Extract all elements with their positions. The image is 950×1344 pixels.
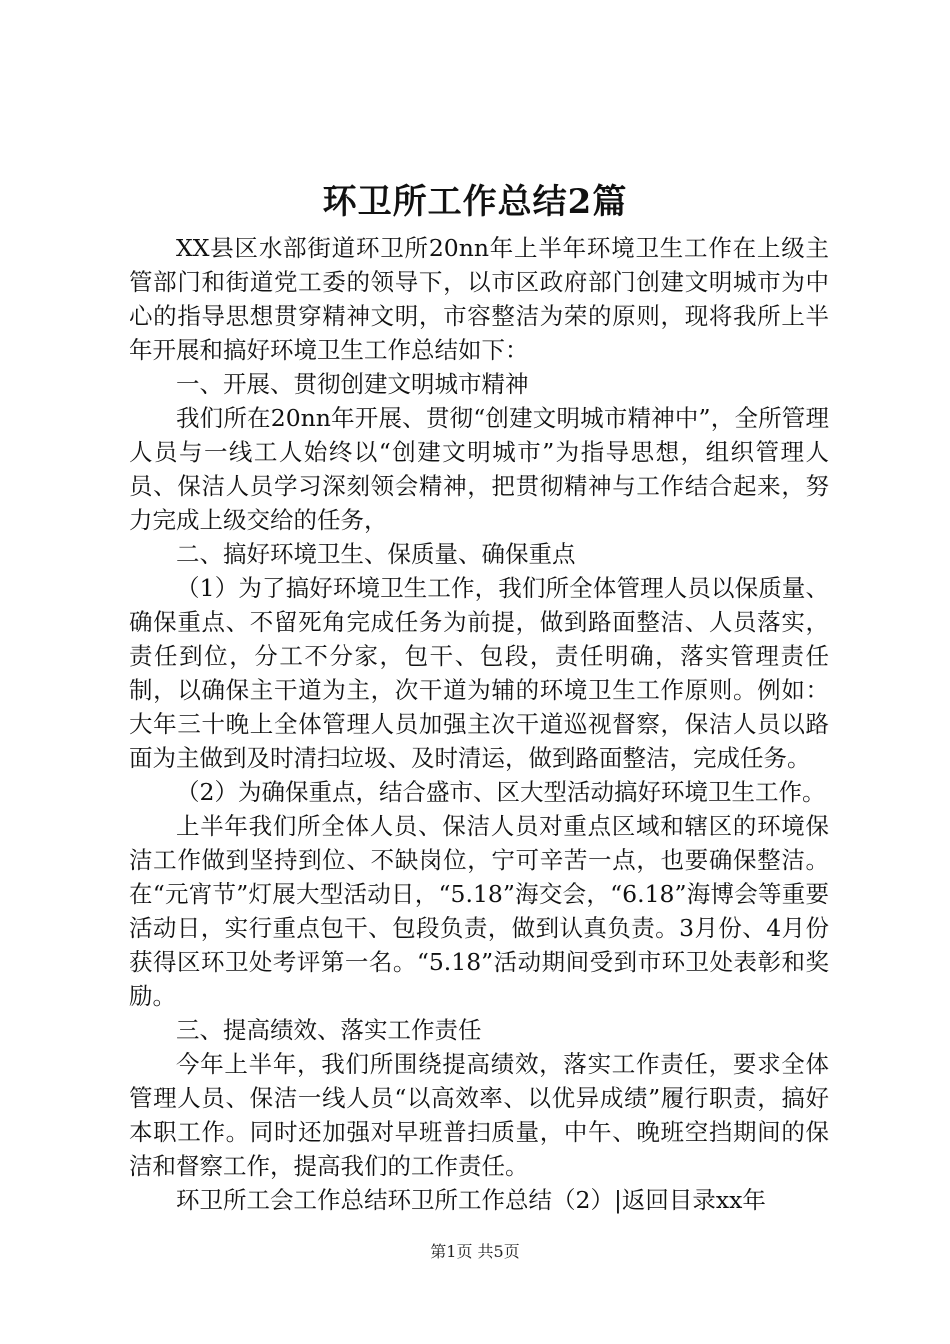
- section-heading-2: 二、搞好环境卫生、保质量、确保重点: [176, 540, 576, 568]
- paragraph-return-link: 环卫所工会工作总结环卫所工作总结（2）|返回目录xx年: [176, 1186, 766, 1214]
- paragraph-section-3: 今年上半年，我们所围绕提高绩效，落实工作责任，要求全体管理人员、保洁一线人员“以高效率、以优异成绩”履行职责，搞好本职工作。同时还加强对早班普扫质量，中午、晚班空挡期间的保洁和督察工作，提高我们的工作责任。: [129, 1050, 829, 1180]
- paragraph-item-2: （2）为确保重点，结合盛市、区大型活动搞好环境卫生工作。: [176, 778, 826, 806]
- paragraph-intro: XX县区水部街道环卫所20nn年上半年环境卫生工作在上级主管部门和街道党工委的领导下，以市区政府部门创建文明城市为中心的指导思想贯穿精神文明，市容整洁为荣的原则，现将我所上半年开展和搞好环境卫生工作总结如下：: [129, 234, 829, 364]
- document-body: [129, 231, 829, 1217]
- paragraph-item-1: （1）为了搞好环境卫生工作，我们所全体管理人员以保质量、确保重点、不留死角完成任务为前提，做到路面整洁、人员落实，责任到位，分工不分家，包干、包段，责任明确，落实管理责任制，以确保主干道为主，次干道为辅的环境卫生工作原则。例如：大年三十晚上全体管理人员加强主次干道巡视督察，保洁人员以路面为主做到及时清扫垃圾、及时清运，做到路面整洁，完成任务。: [129, 574, 829, 772]
- document-title: 环卫所工作总结2篇: [322, 182, 628, 222]
- section-heading-3: 三、提高绩效、落实工作责任: [176, 1016, 482, 1044]
- paragraph-first-half: 上半年我们所全体人员、保洁人员对重点区域和辖区的环境保洁工作做到坚持到位、不缺岗位，宁可辛苦一点，也要确保整洁。在“元宵节”灯展大型活动日，“5.18”海交会，“6.18”海博会等重要活动日，实行重点包干、包段负责，做到认真负责。3月份、4月份获得区环卫处考评第一名。“5.18”活动期间受到市环卫处表彰和奖励。: [129, 812, 829, 1010]
- page-number-footer: 第1页 共5页: [430, 1242, 520, 1261]
- section-heading-1: 一、开展、贯彻创建文明城市精神: [176, 370, 529, 398]
- paragraph-section-1: 我们所在20nn年开展、贯彻“创建文明城市精神中”，全所管理人员与一线工人始终以“创建文明城市”为指导思想，组织管理人员、保洁人员学习深刻领会精神，把贯彻精神与工作结合起来，努力完成上级交给的任务，: [129, 404, 829, 534]
